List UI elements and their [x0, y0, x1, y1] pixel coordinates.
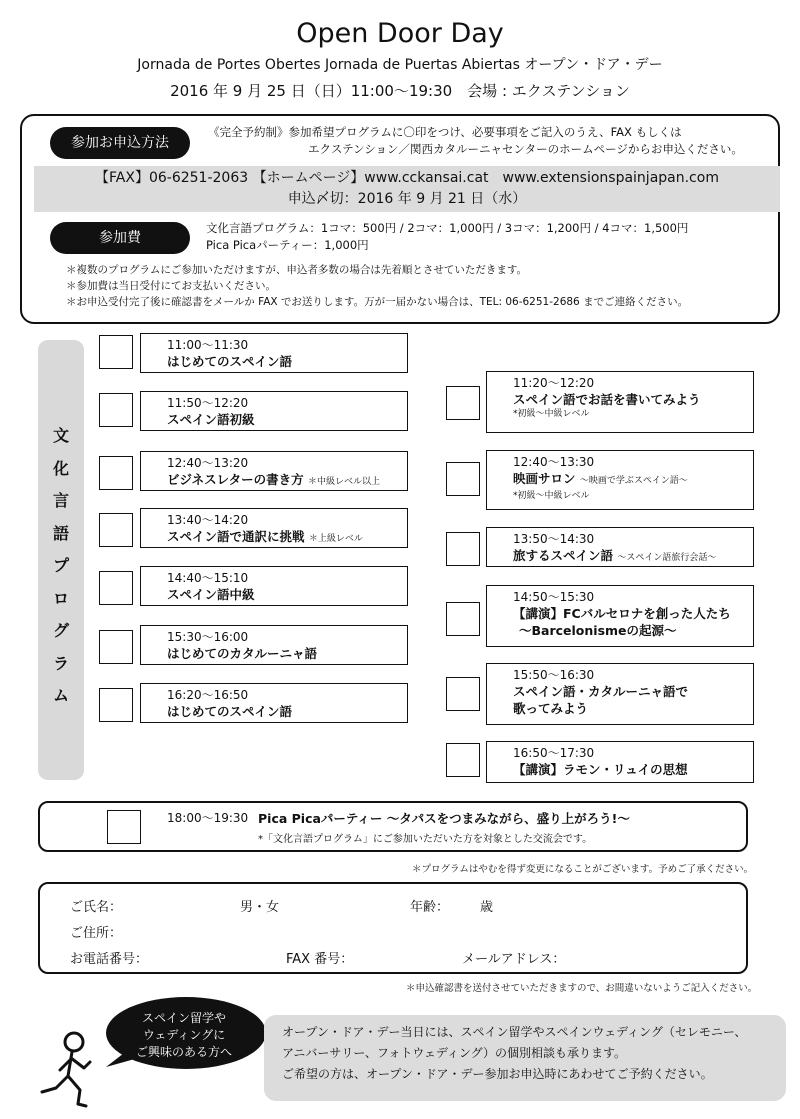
note-item: ＊お申込受付完了後に確認書をメールか FAX でお送りします。万が一届かない場合は、TEL: 06-6251-2686 までご連絡ください。	[66, 296, 689, 308]
party-checkbox[interactable]	[107, 810, 141, 844]
program-title	[487, 605, 753, 622]
side-char: 化	[52, 458, 69, 478]
program-checkbox[interactable]	[99, 630, 133, 664]
program-item	[140, 333, 408, 373]
program-checkbox[interactable]	[446, 386, 480, 420]
side-char: ム	[52, 686, 69, 705]
program-title-text: スペイン語・カタルーニャ語で	[513, 684, 689, 699]
application-method-text	[208, 124, 768, 158]
program-title	[487, 470, 753, 490]
page-title: Open Door Day	[296, 18, 504, 49]
program-item	[140, 625, 408, 665]
program-title	[487, 683, 753, 700]
phone-field-label[interactable]: お電話番号：	[70, 952, 149, 967]
side-char: 文	[52, 426, 69, 445]
program-change-note: ＊プログラムはやむを得ず変更になることがございます。予めご了承ください。	[412, 864, 754, 875]
program-time: 15:30〜16:00	[167, 630, 249, 644]
program-title	[141, 703, 407, 720]
program-time: 12:40〜13:30	[513, 455, 595, 469]
program-checkbox[interactable]	[99, 393, 133, 427]
program-checkbox[interactable]	[99, 571, 133, 605]
program-title-line2: 〜Barcelonismeの起源〜	[519, 623, 677, 638]
program-time: 11:00〜11:30	[167, 338, 249, 352]
program-level: ＊中級レベル以上	[308, 477, 381, 487]
program-checkbox[interactable]	[446, 462, 480, 496]
program-item	[140, 566, 408, 606]
consultation-text	[282, 1022, 782, 1085]
program-checkbox[interactable]	[446, 743, 480, 777]
party-title: Pica Picaパーティー 〜タパスをつまみながら、盛り上がろう!〜	[258, 811, 630, 826]
program-item	[140, 391, 408, 431]
fee-line: Pica Picaパーティー：1,000円	[206, 238, 369, 252]
method-text-line: エクステンション／関西カタルーニャセンターのホームページからお申込ください。	[308, 142, 743, 156]
age-field-label[interactable]: 年齢：	[410, 900, 450, 915]
program-checkbox[interactable]	[446, 532, 480, 566]
program-checkbox[interactable]	[99, 335, 133, 369]
side-char: 言	[52, 491, 69, 510]
side-char: ロ	[52, 588, 69, 608]
program-title-text: スペイン語初級	[167, 412, 255, 427]
program-title	[141, 528, 407, 548]
program-subtitle: 〜映画で学ぶスペイン語〜	[579, 476, 688, 486]
program-title	[141, 471, 407, 491]
fax-field-label[interactable]: FAX 番号：	[286, 952, 354, 967]
bubble-text	[110, 1010, 258, 1061]
program-level: *初級〜中級レベル	[513, 491, 590, 501]
program-checkbox[interactable]	[99, 688, 133, 722]
program-checkbox[interactable]	[446, 677, 480, 711]
fee-text	[206, 220, 766, 254]
program-checkbox[interactable]	[99, 456, 133, 490]
note-item: ＊参加費は当日受付にてお支払いください。	[66, 280, 276, 292]
program-title	[141, 586, 407, 603]
gender-field-label[interactable]: 男・女	[240, 900, 280, 915]
party-time: 18:00〜19:30	[167, 811, 249, 825]
page-subtitle: Jornada de Portes Obertes Jornada de Puertas Abiertas オープン・ドア・デー	[137, 57, 663, 73]
program-title-text: 映画サロン	[513, 471, 576, 486]
program-title-text: スペイン語で通訳に挑戦	[167, 529, 305, 544]
consult-line: アニバーサリー、フォトウェディング）の個別相談も承ります。	[282, 1046, 627, 1060]
program-title	[141, 353, 407, 370]
program-time: 11:20〜12:20	[513, 376, 595, 390]
program-title	[487, 391, 753, 408]
program-checkbox[interactable]	[446, 602, 480, 636]
fee-label: 参加費	[50, 222, 190, 254]
event-date-venue: 2016 年 9 月 25 日（日）11:00〜19:30 会場 : エクステンション	[170, 82, 630, 100]
program-title-text: スペイン語でお話を書いてみよう	[513, 392, 701, 407]
program-title-text: 旅するスペイン語	[513, 548, 614, 563]
side-char: 語	[52, 523, 69, 543]
program-side-label	[38, 420, 84, 713]
bubble-line: スペイン留学や	[141, 1011, 226, 1025]
program-time: 16:50〜17:30	[513, 746, 595, 760]
program-title-line2: 歌ってみよう	[513, 701, 589, 716]
party-note: *「文化言語プログラム」にご参加いただいた方を対象とした交流会です。	[258, 834, 593, 845]
program-time: 13:50〜14:30	[513, 532, 595, 546]
program-item	[486, 741, 754, 783]
consult-line: オープン・ドア・デー当日には、スペイン留学やスペインウェディング（セレモニー、	[282, 1025, 747, 1039]
application-method-label: 参加お申込方法	[50, 127, 190, 159]
program-time: 15:50〜16:30	[513, 668, 595, 682]
program-item	[486, 371, 754, 433]
program-title-text: はじめてのカタルーニャ語	[167, 646, 318, 661]
fee-line: 文化言語プログラム：1コマ：500円 / 2コマ：1,000円 / 3コマ：1,200円 / 4コマ：1,500円	[206, 221, 689, 235]
consult-line: ご希望の方は、オープン・ドア・デー参加お申込時にあわせてご予約ください。	[282, 1067, 713, 1081]
program-title	[141, 411, 407, 428]
side-char: グ	[52, 621, 69, 640]
fax-homepage-line: 【FAX】06-6251-2063 【ホームページ】www.cckansai.cat www.extensionspainjapan.com	[95, 170, 719, 186]
side-char: プ	[52, 556, 69, 575]
method-text-line: 《完全予約制》参加希望プログラムに〇印をつけ、必要事項をご記入のうえ、FAX もしくは	[208, 125, 682, 139]
program-item	[140, 683, 408, 723]
program-title-text: 【講演】ラモン・リュイの思想	[513, 762, 688, 777]
program-level: ＊上級レベル	[308, 534, 363, 544]
program-item	[486, 450, 754, 510]
program-item	[140, 508, 408, 548]
program-subtitle: 〜スペイン語旅行会話〜	[617, 553, 717, 563]
program-item	[486, 663, 754, 725]
side-char: ラ	[52, 653, 69, 673]
bubble-line: ウェディングに	[142, 1028, 226, 1042]
program-time: 14:40〜15:10	[167, 571, 249, 585]
note-item: ＊複数のプログラムにご参加いただけますが、申込者多数の場合は先着順とさせていただきます。	[66, 264, 528, 276]
program-time: 12:40〜13:20	[167, 456, 249, 470]
email-field-label[interactable]: メールアドレス：	[462, 952, 566, 967]
program-level: *初級〜中級レベル	[513, 409, 590, 419]
program-item	[486, 527, 754, 567]
program-title	[141, 645, 407, 662]
bubble-line: ご興味のある方へ	[135, 1045, 232, 1059]
confirm-note: ＊申込確認書を送付させていただきますので、お間違いないようご記入ください。	[406, 983, 758, 994]
program-title	[487, 761, 753, 778]
program-title-text: 【講演】FCバルセロナを創った人たち	[513, 606, 731, 621]
notes-list	[66, 262, 776, 310]
program-time: 13:40〜14:20	[167, 513, 249, 527]
program-title-text: ビジネスレターの書き方	[167, 472, 304, 487]
program-time: 11:50〜12:20	[167, 396, 249, 410]
program-title-text: はじめてのスペイン語	[167, 354, 293, 369]
name-field-label[interactable]: ご氏名：	[70, 900, 123, 915]
program-item	[140, 451, 408, 491]
age-unit: 歳	[480, 900, 494, 915]
deadline-line: 申込〆切：2016 年 9 月 21 日（水）	[287, 191, 527, 207]
program-time: 14:50〜15:30	[513, 590, 595, 604]
walking-person-icon	[34, 1030, 104, 1110]
program-checkbox[interactable]	[99, 513, 133, 547]
program-title-text: はじめてのスペイン語	[167, 704, 293, 719]
program-item	[486, 585, 754, 647]
program-time: 16:20〜16:50	[167, 688, 249, 702]
address-field-label[interactable]: ご住所：	[70, 926, 123, 941]
program-title-text: スペイン語中級	[167, 587, 255, 602]
program-title	[487, 547, 753, 567]
